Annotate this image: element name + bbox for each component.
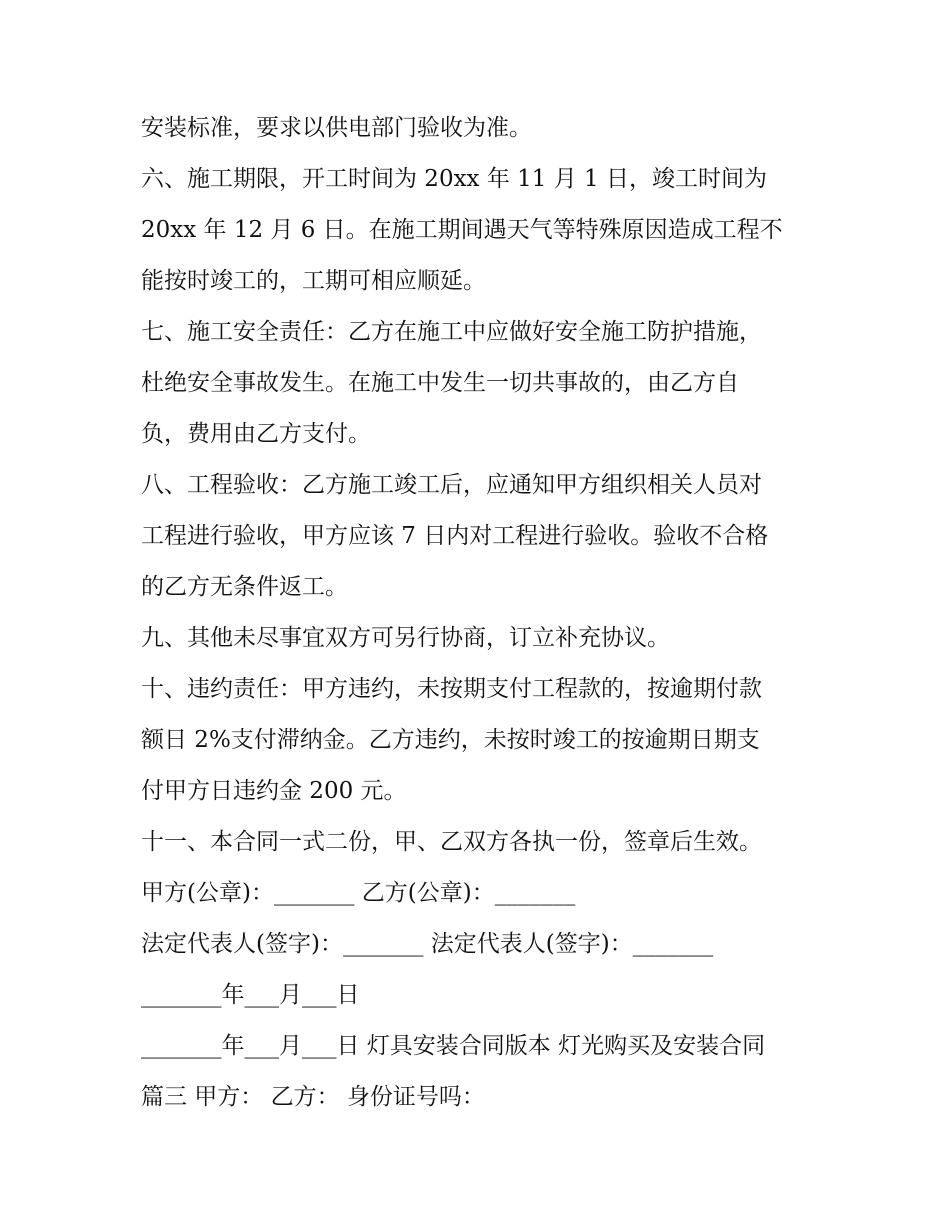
text-line: 工程进行验收，甲方应该 7 日内对工程进行验收。验收不合格 — [141, 523, 769, 549]
text-line: 六、施工期限，开工时间为 20xx 年 11 月 1 日，竣工时间为 — [141, 166, 767, 192]
text-line: 九、其他未尽事宜双方可另行协商，订立补充协议。 — [141, 625, 670, 651]
signature-party-line: 甲方(公章)：_______ 乙方(公章)：_______ — [141, 880, 576, 906]
signature-date-line: _______年___月___日 灯具安装合同版本 灯光购买及安装合同 — [141, 1033, 766, 1059]
text-line: 20xx 年 12 月 6 日。在施工期间遇天气等特殊原因造成工程不 — [141, 217, 783, 243]
text-line: 八、工程验收：乙方施工竣工后，应通知甲方组织相关人员对 — [141, 472, 762, 498]
text-line: 十、违约责任：甲方违约，未按期支付工程款的，按逾期付款 — [141, 676, 762, 702]
text-line: 十一、本合同一式二份，甲、乙双方各执一份，签章后生效。 — [141, 829, 762, 855]
text-line: 篇三 甲方： 乙方： 身份证号吗： — [141, 1084, 485, 1110]
contract-text — [141, 103, 821, 1123]
text-line: 付甲方日违约金 200 元。 — [141, 778, 407, 804]
signature-date-line: _______年___月___日 — [141, 982, 360, 1008]
text-line: 的乙方无条件返工。 — [141, 574, 348, 600]
text-line: 七、施工安全责任：乙方在施工中应做好安全施工防护措施， — [141, 319, 762, 345]
signature-representative-line: 法定代表人(签字)：_______ 法定代表人(签字)：_______ — [141, 931, 714, 957]
text-line: 杜绝安全事故发生。在施工中发生一切共事故的，由乙方自 — [141, 370, 739, 396]
text-line: 额日 2%支付滞纳金。乙方违约，未按时竣工的按逾期日期支 — [141, 727, 760, 753]
text-line: 安装标准，要求以供电部门验收为准。 — [141, 115, 532, 141]
text-line: 负，费用由乙方支付。 — [141, 421, 371, 447]
text-line: 能按时竣工的，工期可相应顺延。 — [141, 268, 486, 294]
